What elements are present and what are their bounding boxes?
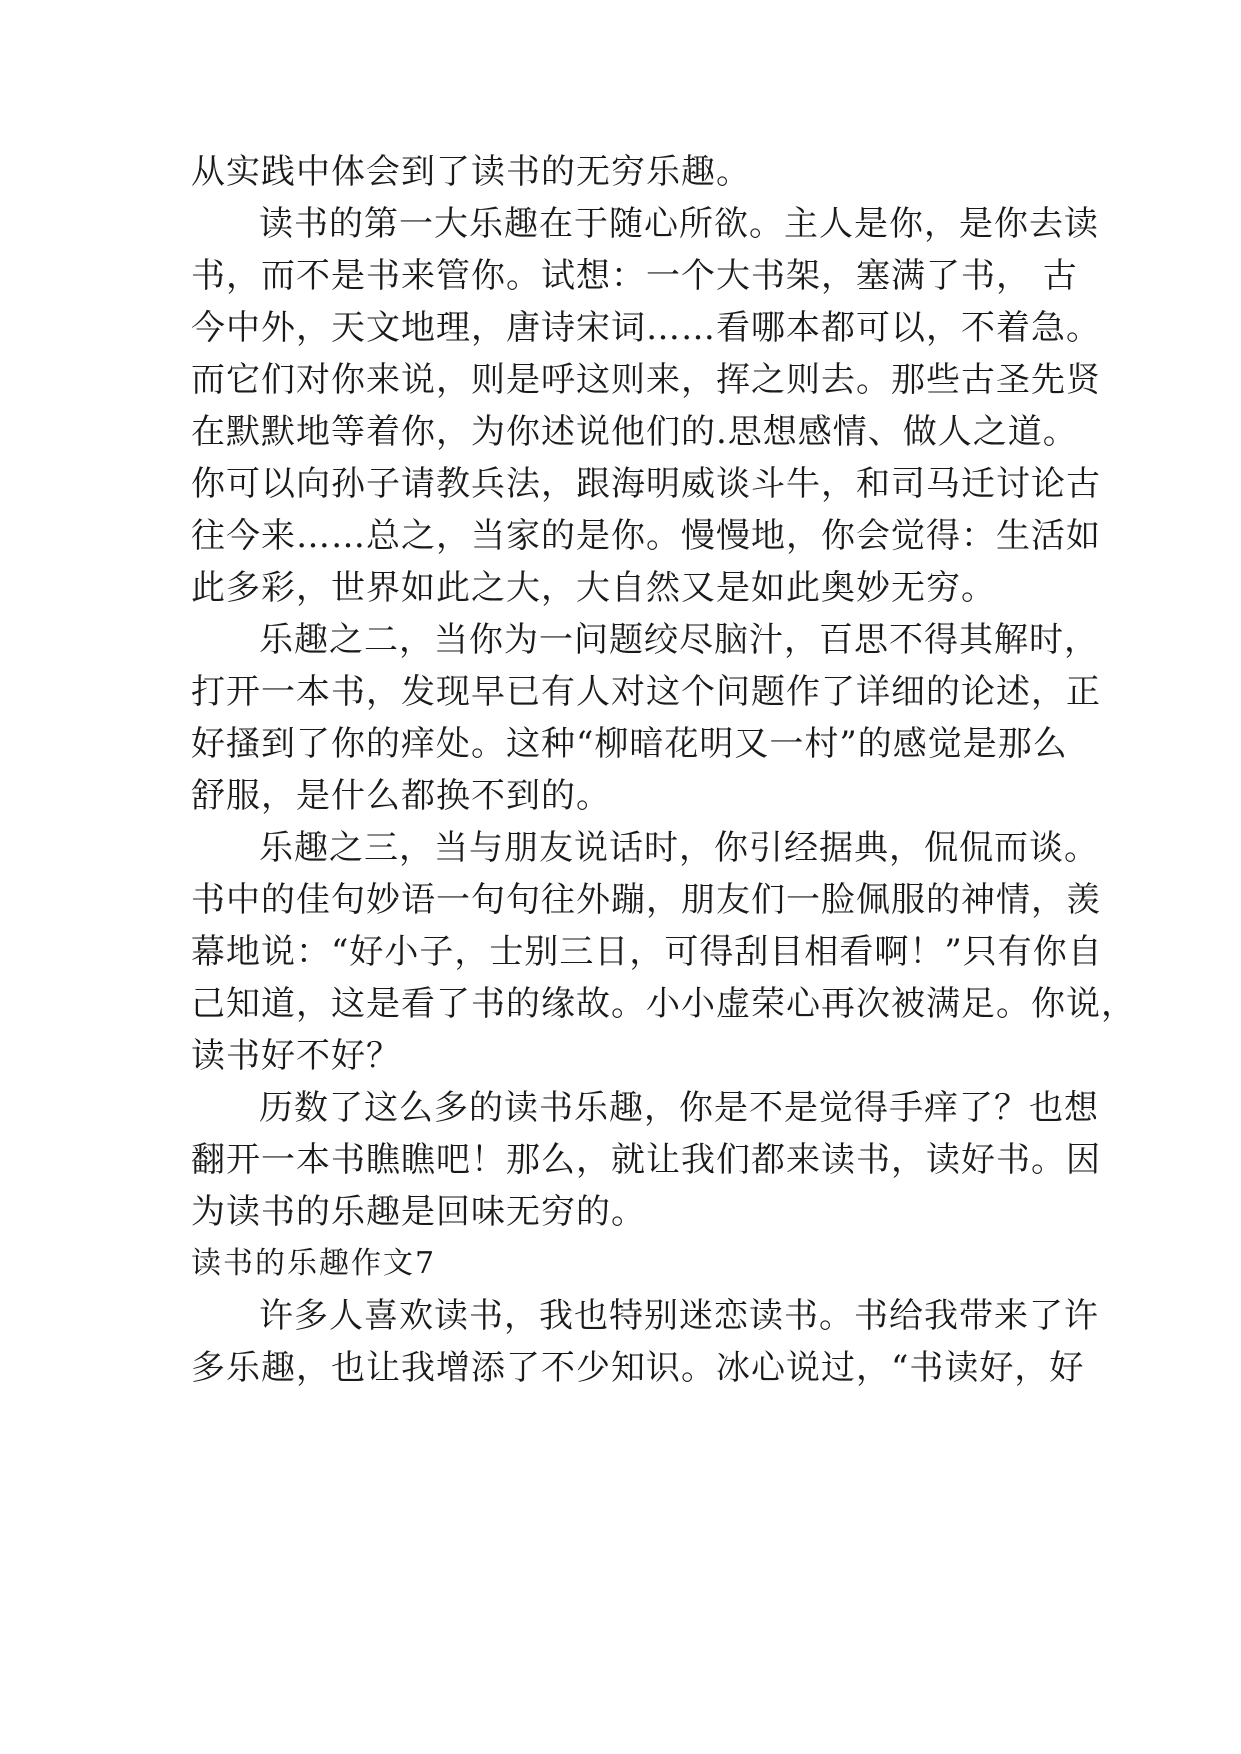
text-line: 舒服，是什么都换不到的。 [191,776,611,816]
text-line: 多乐趣，也让我增添了不少知识。冰心说过，“书读好，好 [191,1348,1085,1388]
text-line: 书中的佳句妙语一句句往外蹦，朋友们一脸佩服的神情，羡 [191,880,1101,920]
text-line: 翻开一本书瞧瞧吧！那么，就让我们都来读书，读好书。因 [191,1140,1101,1180]
paragraph-first-line: 许多人喜欢读书，我也特别迷恋读书。书给我带来了许 [259,1296,1099,1336]
text-line: 此多彩，世界如此之大，大自然又是如此奥妙无穷。 [191,568,996,608]
paragraph-first-line: 乐趣之二，当你为一问题绞尽脑汁，百思不得其解时， [259,620,1099,660]
text-line: 打开一本书，发现早已有人对这个问题作了详细的论述，正 [191,672,1101,712]
paragraph-first-line: 乐趣之三，当与朋友说话时，你引经据典，侃侃而谈。 [259,828,1099,868]
text-line: 为读书的乐趣是回味无穷的。 [191,1192,646,1232]
paragraph-first-line: 读书的第一大乐趣在于随心所欲。主人是你，是你去读 [259,204,1099,244]
text-line: 己知道，这是看了书的缘故。小小虚荣心再次被满足。你说， [191,984,1136,1024]
text-line: 往今来……总之，当家的是你。慢慢地，你会觉得：生活如 [191,516,1101,556]
text-line: 幕地说：“好小子，士别三日，可得刮目相看啊！”只有你自 [191,932,1103,972]
paragraph-first-line: 历数了这么多的读书乐趣，你是不是觉得手痒了？也想 [259,1088,1099,1128]
text-line: 读书好不好？ [191,1036,401,1076]
text-line: 今中外，天文地理，唐诗宋词……看哪本都可以，不着急。 [191,308,1101,348]
section-heading: 读书的乐趣作文7 [191,1246,437,1281]
text-line: 在默默地等着你，为你述说他们的.思想感情、做人之道。 [191,412,1078,452]
text-line: 从实践中体会到了读书的无穷乐趣。 [191,152,751,192]
text-line: 书，而不是书来管你。试想：一个大书架，塞满了书， 古 [191,256,1078,296]
text-line: 好搔到了你的痒处。这种“柳暗花明又一村”的感觉是那么 [191,724,1068,764]
text-line: 而它们对你来说，则是呼这则来，挥之则去。那些古圣先贤 [191,360,1101,400]
text-line: 你可以向孙子请教兵法，跟海明威谈斗牛，和司马迁讨论古 [191,464,1101,504]
